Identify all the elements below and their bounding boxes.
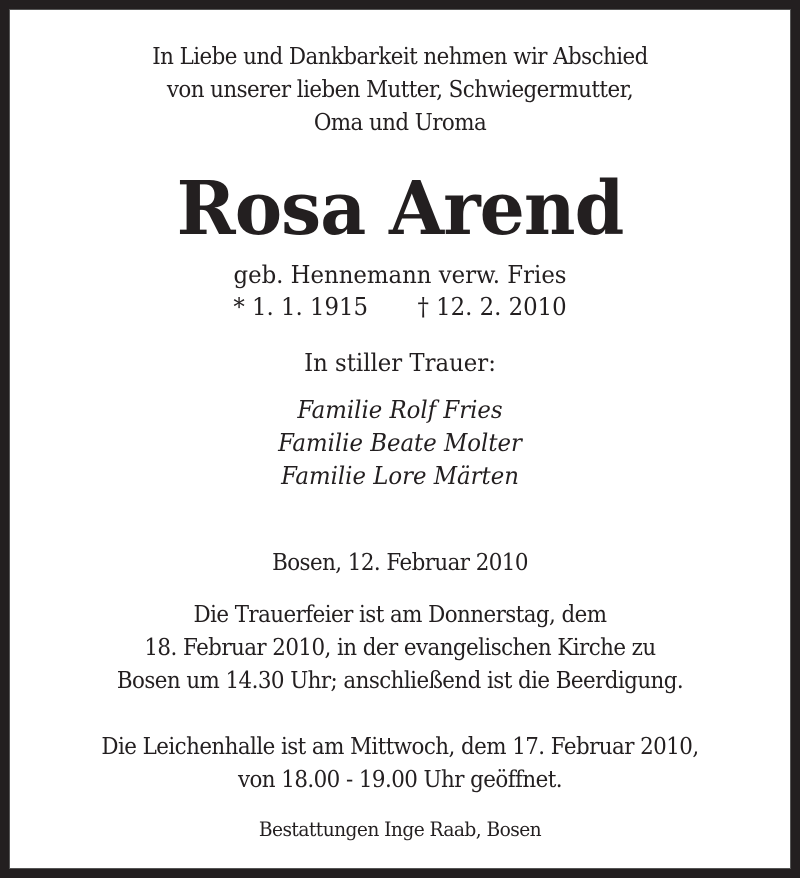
- intro-line-1: In Liebe und Dankbarkeit nehmen wir Abschied: [152, 44, 648, 70]
- funeral-line-1: Die Trauerfeier ist am Donnerstag, dem: [193, 602, 607, 628]
- birth-date: * 1. 1. 1915: [233, 293, 369, 321]
- intro-line-3: Oma und Uroma: [313, 110, 487, 136]
- maiden-name: geb. Hennemann verw. Fries: [233, 261, 567, 289]
- mourning-heading: In stiller Trauer:: [304, 349, 496, 377]
- family-3: Familie Lore Märten: [281, 462, 519, 490]
- life-dates: [29, 291, 772, 323]
- family-1: Familie Rolf Fries: [297, 396, 503, 424]
- viewing-line-2: von 18.00 - 19.00 Uhr geöffnet.: [237, 767, 563, 793]
- undertaker: Bestattungen Inge Raab, Bosen: [258, 817, 542, 841]
- viewing-line-1: Die Leichenhalle ist am Mittwoch, dem 17. Februar 2010,: [101, 734, 699, 760]
- funeral-line-3: Bosen um 14.30 Uhr; anschließend ist die Beerdigung.: [116, 668, 684, 694]
- intro-line-2: von unserer lieben Mutter, Schwiegermutter,: [166, 77, 634, 103]
- death-date: † 12. 2. 2010: [417, 293, 567, 321]
- place-date: Bosen, 12. Februar 2010: [272, 550, 528, 576]
- deceased-name: Rosa Arend: [176, 166, 624, 252]
- family-2: Familie Beate Molter: [278, 429, 522, 457]
- funeral-line-2: 18. Februar 2010, in der evangelischen Kirche zu: [144, 635, 656, 661]
